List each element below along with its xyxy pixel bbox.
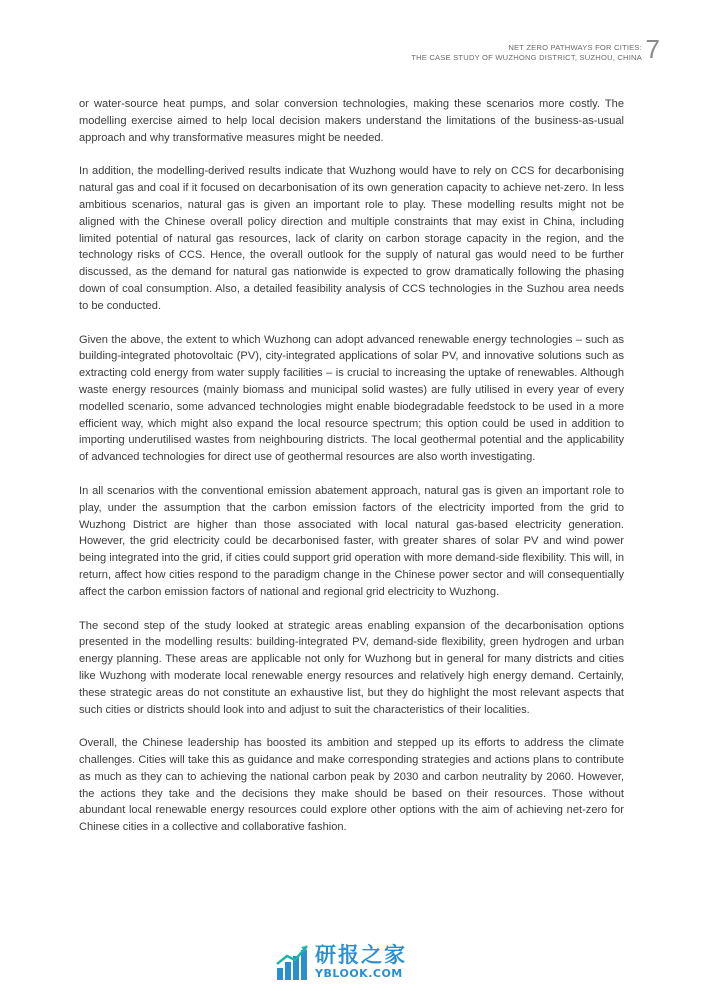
paragraph: The second step of the study looked at strategic areas enabling expansion of the decarbonisation options presented in the modelling results: building-integrated PV, demand-side flexibility, green hydrogen and urban energy planning. These areas are applicable not only for Wuzhong but in general for many districts and cities like Wuzhong with moderate local renewable energy resources and relatively high energy demand. Certainly, these strategic areas do not constitute an exhaustive list, but they do highlight the most relevant aspects that such cities or districts should look into and adjust to suit the characteristics of their localities. — [79, 619, 624, 716]
watermark — [275, 938, 445, 986]
paragraph: In all scenarios with the conventional emission abatement approach, natural gas is given an important role to play, under the assumption that the carbon emission factors of the electricity imported from the grid to Wuzhong District are higher than those associated with local natural gas-based electricity generation. However, the grid electricity could be decarbonised faster, with greater shares of solar PV and wind power being integrated into the grid, if cities could support grid operation with more demand-side flexibility. This will, in return, affect how cities respond to the paradigm change in the Chinese power sector and will consequentially affect the carbon emission factors of national and regional grid electricity to Wuzhong. — [79, 484, 624, 598]
paragraph: Given the above, the extent to which Wuzhong can adopt advanced renewable energy technologies – such as building-integrated photovoltaic (PV), city-integrated applications of solar PV, and innovative solutions such as extracting cold energy from water supply facilities – is crucial to increasing the uptake of renewables. Although waste energy resources (mainly biomass and municipal solid wastes) are fully utilised in every year of every modelled scenario, some advanced technologies might enable biodegradable feedstock to be used in a more efficient way, which might also expand the local resource spectrum; this option could be used in addition to importing underutilised wastes from neighbouring districts. The local geothermal potential and the applicability of advanced technologies for direct use of geothermal resources are also worth investigating. — [79, 333, 624, 464]
header-line-2: THE CASE STUDY OF WUZHONG DISTRICT, SUZHOU, CHINA — [411, 53, 642, 62]
bar-chart-logo-icon — [275, 942, 309, 982]
paragraph: Overall, the Chinese leadership has boosted its ambition and stepped up its efforts to address the climate challenges. Cities will take this as guidance and make corresponding strategies and actions plans to contribute as much as they can to achieving the national carbon peak by 2030 and carbon neutrality by 2060. However, the actions they take and the decisions they make should be based on their resources. Those without abundant local renewable energy resources could explore other options with the aim of achieving net-zero for Chinese cities in a collective and collaborative fashion. — [79, 737, 624, 834]
paragraph: In addition, the modelling-derived results indicate that Wuzhong would have to rely on CCS for decarbonising natural gas and coal if it focused on decarbonisation of its own generation capacity to achieve net-zero. In less ambitious scenarios, natural gas is given an important role to play. These modelling results might not be aligned with the Chinese overall policy direction and multiple constraints that may exist in China, including limited potential of natural gas resources, lack of clarity on carbon storage capacity in the region, and the technology risks of CCS. Hence, the overall outlook for the supply of natural gas would need to be further discussed, as the demand for natural gas nationwide is expected to grow dramatically following the phasing down of coal consumption. Also, a detailed feasibility analysis of CCS technologies in the Suzhou area needs to be conducted. — [79, 165, 624, 312]
running-header — [411, 43, 642, 63]
header-line-1: NET ZERO PATHWAYS FOR CITIES: — [508, 43, 642, 52]
page-number: 7 — [645, 34, 660, 64]
watermark-chinese-text: 研报之家 — [315, 943, 407, 967]
watermark-english-text: YBLOOK.COM — [315, 967, 403, 980]
body-text — [79, 96, 624, 853]
paragraph: or water-source heat pumps, and solar conversion technologies, making these scenarios more costly. The modelling exercise aimed to help local decision makers understand the limitations of the business-as-usual approach and why transformative measures might be needed. — [79, 98, 624, 144]
